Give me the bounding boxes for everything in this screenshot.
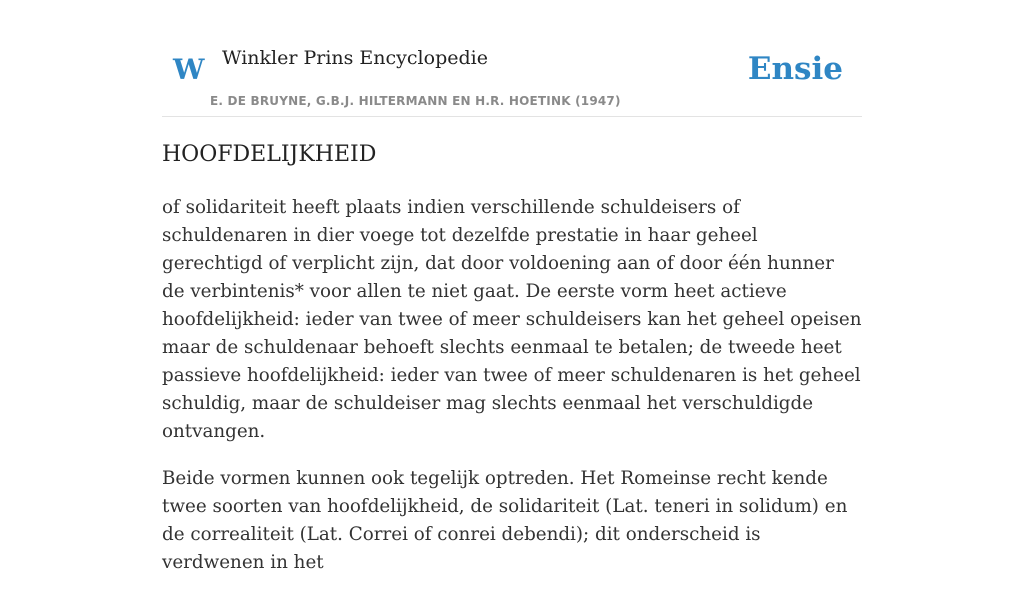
encyclopedia-authors: E. DE BRUYNE, G.B.J. HILTERMANN EN H.R. HOETINK (1947) (210, 94, 621, 108)
encyclopedia-logo-icon[interactable]: W (173, 53, 205, 86)
article (162, 140, 862, 596)
article-paragraph: of solidariteit heeft plaats indien verschillende schuldeisers of schuldenaren in dier voege tot dezelfde prestatie in haar geheel gerechtigd of verplicht zijn, dat door voldoening aan of door één hunner de verbintenis* voor allen te niet gaat. De eerste vorm heet actieve hoofdelijkheid: ieder van twee of meer schuldeisers kan het geheel opeisen maar de schuldenaar behoeft slechts eenmaal te betalen; de tweede heet passieve hoofdelijkheid: ieder van twee of meer schuldenaren is het geheel schuldig, maar de schuldeiser mag slechts eenmaal het verschuldigde ontvangen. (162, 197, 862, 442)
ensie-brand-logo[interactable]: Ensie (747, 51, 843, 87)
article-title: HOOFDELIJKHEID (162, 142, 377, 167)
encyclopedia-title[interactable]: Winkler Prins Encyclopedie (222, 47, 488, 69)
article-paragraph: Beide vormen kunnen ook tegelijk optreden. Het Romeinse recht kende twee soorten van hoofdelijkheid, de solidariteit (Lat. teneri in solidum) en de correaliteit (Lat. Correi of conrei debendi); dit onderscheid is verdwenen in het (162, 468, 848, 573)
site-header (162, 0, 862, 117)
